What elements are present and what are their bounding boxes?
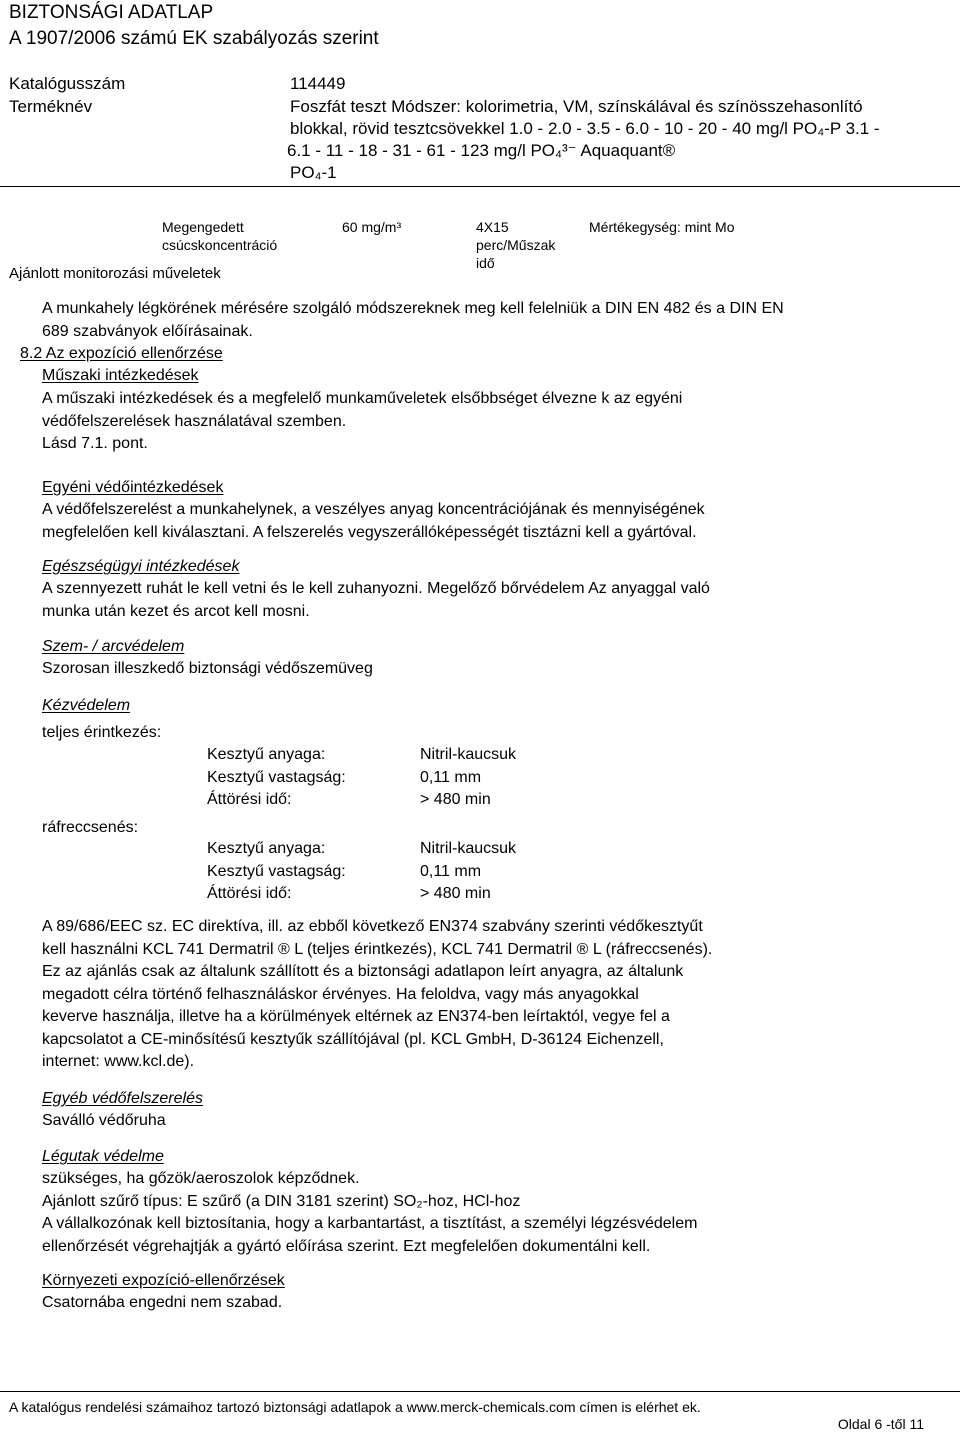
technical-measures-heading: Műszaki intézkedések — [42, 367, 199, 384]
product-name-line: blokkal, rövid tesztcsövekkel 1.0 - 2.0 - 3.5 - 6.0 - 10 - 20 - 40 mg/l PO₄-P 3.1 - — [290, 119, 880, 138]
limit-unit: Mértékegység: mint Mo — [589, 219, 735, 235]
eye-protection-text: Szorosan illeszkedő biztonsági védőszemüveg — [42, 660, 373, 677]
document-title: BIZTONSÁGI ADATLAP — [9, 2, 214, 23]
eye-protection-heading: Szem- / arcvédelem — [42, 638, 185, 655]
product-name — [287, 96, 880, 184]
product-name-line: PO₄-1 — [290, 163, 337, 182]
glove-directive-text: A 89/686/EEC sz. EC direktíva, ill. az ebből következő EN374 szabvány szerinti védőkesztyűt kell használni KCL 741 Dermatril ® L (teljes érintkezés), KCL 741 Dermatril ® L (ráfreccsenés). Ez az ajánlás csak az általunk szállított és a biztonsági adatlapon leírt anyagra, az általunk megadott célra történő felhasználáskor érvényes. Ha feloldva, vagy más anyagokkal keverve használja, illetve ha a körülmények eltérnek az EN374-ben leírtaktól, vegye fel a kapcsolatot a CE-minősítésű kesztyűk szállítójával (pl. KCL GmbH, D-36124 Eichenzell, internet: www.kcl.de). — [42, 918, 713, 1070]
hygiene-text: A szennyezett ruhát le kell vetni és le kell zuhanyozni. Megelőző bőrvédelem Az anyaggal való munka után kezet és arcot kell mosni. — [42, 580, 710, 620]
limit-time: 4X15 perc/Műszak idő — [476, 219, 556, 271]
monitoring-heading: Ajánlott monitorozási műveletek — [9, 265, 221, 282]
footer-note: A katalógus rendelési számaihoz tartozó biztonsági adatlapok a www.merck-chemicals.com címen is elérhet ek. — [9, 1399, 701, 1415]
other-equipment-heading: Egyéb védőfelszerelés — [42, 1090, 203, 1107]
personal-measures-text: A védőfelszerelést a munkahelynek, a veszélyes anyag koncentrációjának és mennyiségének megfelelően kell kiválasztani. A felszerelés vegyszerállóképességét tisztázni kell a gyártóval. — [42, 501, 705, 541]
product-name-line: 6.1 - 11 - 18 - 31 - 61 - 123 mg/l PO₄³⁻ Aquaquant® — [287, 141, 676, 160]
technical-measures-text: A műszaki intézkedések és a megfelelő munkaműveletek elsőbbséget élvezne k az egyéni védőfelszerelések használatával szemben. Lásd 7.1. pont. — [42, 390, 683, 452]
respiratory-heading: Légutak védelme — [42, 1148, 164, 1165]
respiratory-text: szükséges, ha gőzök/aeroszolok képződnek. Ajánlott szűrő típus: E szűrő (a DIN 3181 szerint) SO₂-hoz, HCl-hoz A vállalkozónak kell biztosítania, hogy a karbantartást, a tisztítást, a személyi légzésvédelem ellenőrzését végrehajtják a gyártó előírása szerint. Ezt megfelelően dokumentálni kell. — [42, 1170, 698, 1255]
regulation-subtitle: A 1907/2006 számú EK szabályozás szerint — [9, 28, 379, 49]
glove-splash-labels: Kesztyű anyaga: Kesztyű vastagság: Áttörési idő: — [207, 840, 346, 902]
personal-measures-heading: Egyéni védőintézkedések — [42, 479, 224, 496]
environmental-heading: Környezeti expozíció-ellenőrzések — [42, 1272, 285, 1289]
catalog-number: 114449 — [290, 74, 346, 93]
glove-full-values: Nitril-kaucsuk 0,11 mm > 480 min — [420, 746, 517, 808]
product-label: Terméknév — [9, 97, 93, 116]
glove-full-labels: Kesztyű anyaga: Kesztyű vastagság: Áttörési idő: — [207, 746, 346, 808]
limit-name: Megengedett csúcskoncentráció — [162, 219, 278, 253]
full-contact-label: teljes érintkezés: — [42, 724, 162, 741]
section-heading-8-2: 8.2 Az expozíció ellenőrzése — [20, 345, 223, 362]
hand-protection-heading: Kézvédelem — [42, 697, 131, 714]
product-name-line: Foszfát teszt Módszer: kolorimetria, VM, színskálával és színösszehasonlító — [290, 97, 863, 116]
limit-value: 60 mg/m³ — [342, 219, 402, 235]
other-equipment-text: Saválló védőruha — [42, 1112, 166, 1129]
hygiene-heading: Egészségügyi intézkedések — [42, 558, 240, 575]
monitoring-text: A munkahely légkörének mérésére szolgáló módszereknek meg kell felelniük a DIN EN 482 és a DIN EN 689 szabványok előírásainak. — [42, 300, 784, 340]
catalog-label: Katalógusszám — [9, 74, 126, 93]
page-number: Oldal 6 -től 11 — [837, 1416, 924, 1432]
glove-splash-values: Nitril-kaucsuk 0,11 mm > 480 min — [420, 840, 517, 902]
header-divider — [0, 186, 960, 187]
splash-label: ráfreccsenés: — [42, 819, 139, 836]
footer-divider — [0, 1391, 960, 1392]
environmental-text: Csatornába engedni nem szabad. — [42, 1294, 283, 1311]
